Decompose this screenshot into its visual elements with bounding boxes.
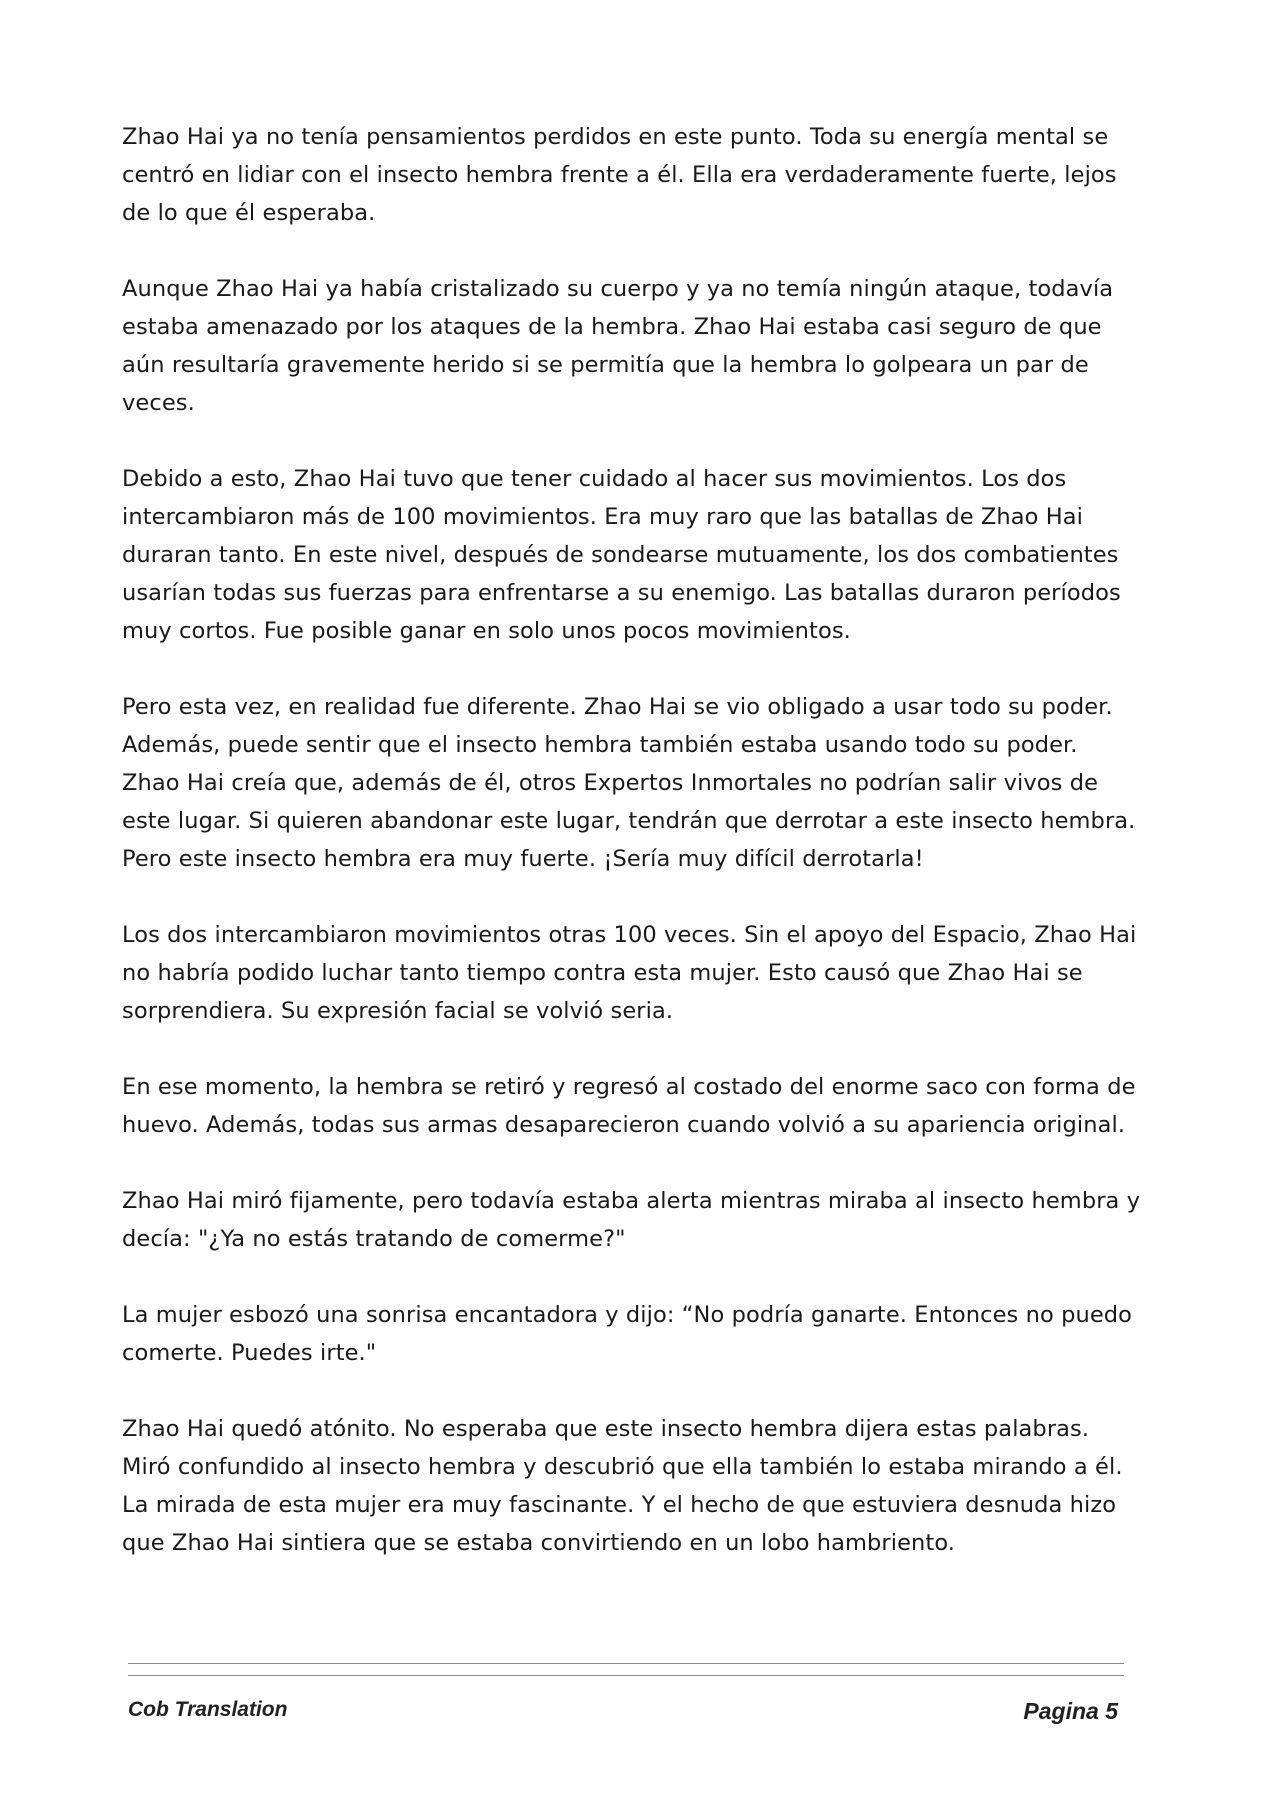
paragraph: Pero esta vez, en realidad fue diferente. Zhao Hai se vio obligado a usar todo su poder. Además, puede sentir que el insecto hembra también estaba usando todo su poder. Zhao Hai creía que, además de él, otros Expertos Inmortales no podrían salir vivos de este lugar. Si quieren abandonar este lugar, tendrán que derrotar a este insecto hembra. Pero este insecto hembra era muy fuerte. ¡Sería muy difícil derrotarla! <box>122 694 1136 872</box>
footer-page-number: Pagina 5 <box>1023 1698 1118 1724</box>
footer-divider <box>128 1675 1124 1676</box>
paragraph: Zhao Hai quedó atónito. No esperaba que este insecto hembra dijera estas palabras. Miró confundido al insecto hembra y descubrió que ella también lo estaba mirando a él. La mirada de esta mujer era muy fascinante. Y el hecho de que estuviera desnuda hizo que Zhao Hai sintiera que se estaba convirtiendo en un lobo hambriento. <box>122 1416 1123 1556</box>
paragraph: La mujer esbozó una sonrisa encantadora y dijo: “No podría ganarte. Entonces no puedo comerte. Puedes irte." <box>122 1302 1133 1366</box>
paragraph: Los dos intercambiaron movimientos otras 100 veces. Sin el apoyo del Espacio, Zhao Hai no habría podido luchar tanto tiempo contra esta mujer. Esto causó que Zhao Hai se sorprendiera. Su expresión facial se volvió seria. <box>122 922 1137 1024</box>
paragraph: Zhao Hai miró fijamente, pero todavía estaba alerta mientras miraba al insecto hembra y decía: "¿Ya no estás tratando de comerme?" <box>122 1188 1141 1252</box>
footer-translator-credit: Cob Translation <box>128 1698 288 1721</box>
footer-divider <box>128 1663 1124 1664</box>
paragraph: Debido a esto, Zhao Hai tuvo que tener cuidado al hacer sus movimientos. Los dos intercambiaron más de 100 movimientos. Era muy raro que las batallas de Zhao Hai duraran tanto. En este nivel, después de sondearse mutuamente, los dos combatientes usarían todas sus fuerzas para enfrentarse a su enemigo. Las batallas duraron períodos muy cortos. Fue posible ganar en solo unos pocos movimientos. <box>122 466 1121 644</box>
paragraph: En ese momento, la hembra se retiró y regresó al costado del enorme saco con forma de huevo. Además, todas sus armas desaparecieron cuando volvió a su apariencia original. <box>122 1074 1136 1138</box>
paragraph: Zhao Hai ya no tenía pensamientos perdidos en este punto. Toda su energía mental se centró en lidiar con el insecto hembra frente a él. Ella era verdaderamente fuerte, lejos de lo que él esperaba. <box>122 124 1117 226</box>
paragraph: Aunque Zhao Hai ya había cristalizado su cuerpo y ya no temía ningún ataque, todavía estaba amenazado por los ataques de la hembra. Zhao Hai estaba casi seguro de que aún resultaría gravemente herido si se permitía que la hembra lo golpeara un par de veces. <box>122 276 1114 416</box>
body-text <box>122 118 1142 1600</box>
